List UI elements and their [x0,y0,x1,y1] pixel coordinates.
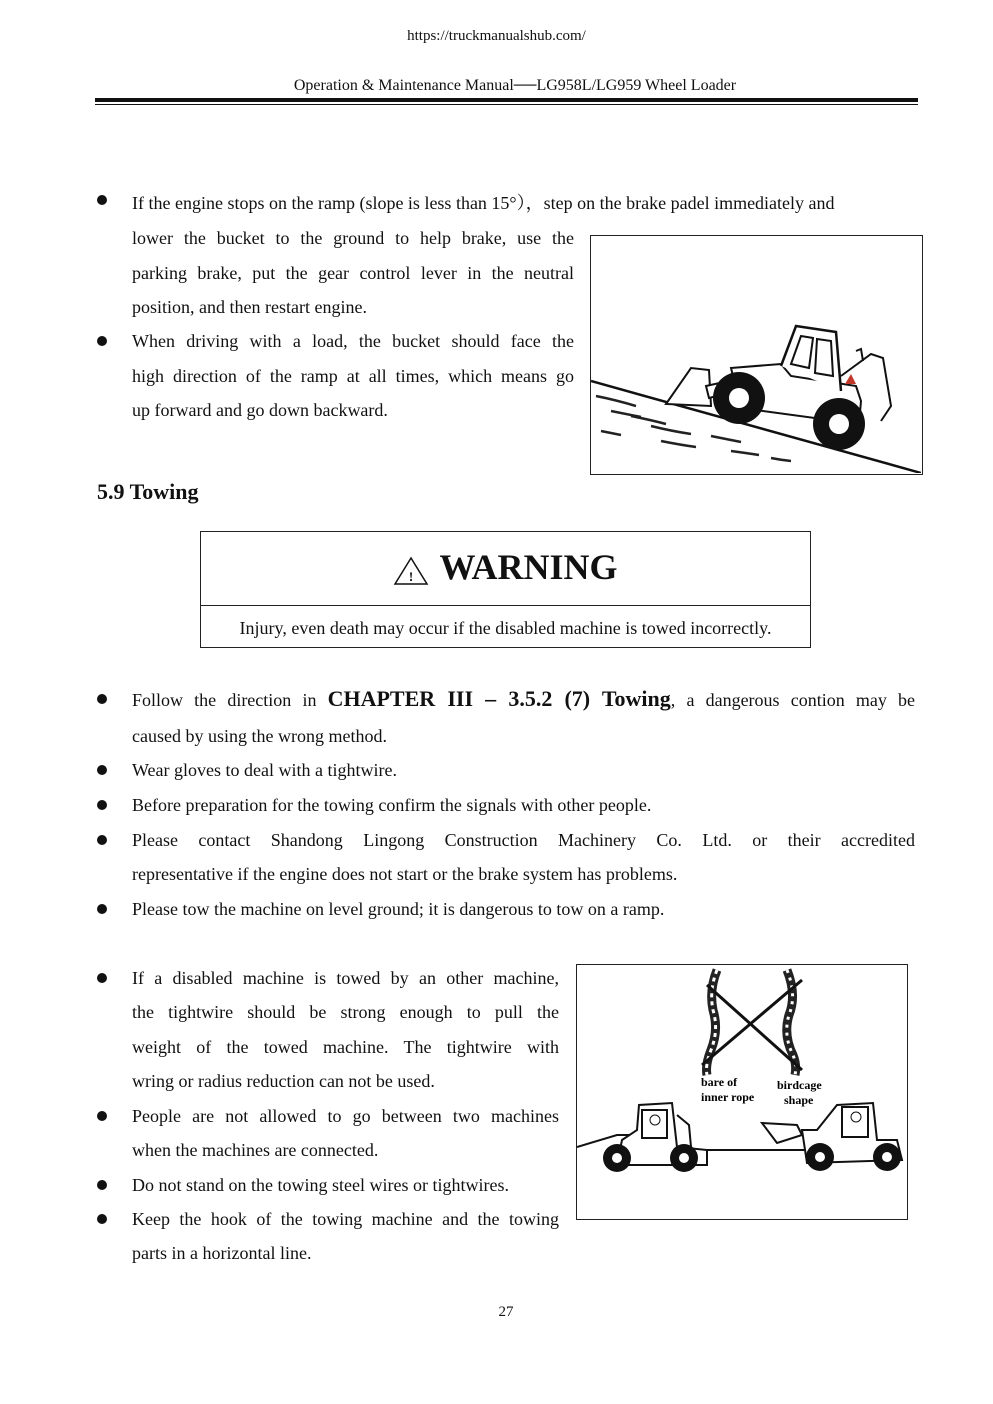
towing-bullet5: Please tow the machine on level ground; it is dangerous to tow on a ramp. [132,899,665,919]
chapter-reference: CHAPTER III – 3.5.2 (7) Towing [327,686,671,711]
towing-illustration [577,965,906,1218]
warning-box [200,531,811,648]
towing-bullet1-line1: Follow the direction in CHAPTER III – 3.5.2 (7) Towing, a dangerous contion may be [132,686,915,711]
label-shape: shape [784,1093,814,1107]
warning-text: Injury, even death may occur if the disabled machine is towed incorrectly. [239,618,772,638]
bullet-dot [97,1111,107,1121]
header-title: Operation & Maintenance Manual──LG958L/LG959 Wheel Loader [293,77,737,94]
section-heading: 5.9 Towing [97,479,199,504]
ramp-bullet1-line1: If the engine stops on the ramp (slope is less than 15°），step on the brake padel immediately and [132,193,835,213]
ramp-bullet1-line3: parking brake, put the gear control lever in the neutral [132,263,574,283]
towing-bullet7-line2: when the machines are connected. [132,1140,379,1160]
towing-bullet9-line1: Keep the hook of the towing machine and the towing [132,1209,559,1229]
towing-bullet4-line2: representative if the engine does not start or the brake system has problems. [132,864,678,884]
warning-title: WARNING [439,547,618,587]
warning-triangle-icon [393,556,429,586]
towing-bullet8: Do not stand on the towing steel wires or tightwires. [132,1175,509,1195]
bullet-dot [97,694,107,704]
header-rule-thin [95,104,918,105]
towing-bullet3: Before preparation for the towing confirm the signals with other people. [132,795,652,815]
bullet-dot [97,1180,107,1190]
warning-divider [201,605,810,606]
ramp-bullet2-line3: up forward and go down backward. [132,400,388,420]
page-number: 27 [498,1304,514,1320]
bullet-dot [97,1214,107,1224]
towing-bullet6-line4: wring or radius reduction can not be used. [132,1071,435,1091]
towing-bullet4-line1: Please contact Shandong Lingong Construction Machinery Co. Ltd. or their accredited [132,830,915,850]
ramp-bullet2-line1: When driving with a load, the bucket should face the [132,331,574,351]
ramp-bullet2-line2: high direction of the ramp at all times, which means go [132,366,574,386]
towing-bullet6-line3: weight of the towed machine. The tightwire with [132,1037,559,1057]
towing-figure [576,964,908,1220]
bullet-dot [97,904,107,914]
bullet-dot [97,195,107,205]
bullet-dot [97,765,107,775]
warning-title-row [201,546,810,588]
towing-bullet2: Wear gloves to deal with a tightwire. [132,760,397,780]
label-bare-of: bare of [701,1075,738,1089]
label-inner-rope: inner rope [701,1090,755,1104]
wheel-loader-on-ramp-illustration [591,236,921,473]
label-birdcage: birdcage [777,1078,822,1092]
bullet-dot [97,835,107,845]
ramp-bullet1-line2: lower the bucket to the ground to help brake, use the [132,228,574,248]
svg-text:!: ! [409,568,414,584]
ramp-figure [590,235,923,475]
bullet-dot [97,800,107,810]
towing-bullet1-line2: caused by using the wrong method. [132,726,387,746]
towing-bullet6-line2: the tightwire should be strong enough to pull the [132,1002,559,1022]
towing-bullet6-line1: If a disabled machine is towed by an other machine, [132,968,559,988]
header-url: https://truckmanualshub.com/ [407,28,586,44]
header-rule-thick [95,98,918,102]
bullet-dot [97,336,107,346]
bullet-dot [97,973,107,983]
towing-bullet9-line2: parts in a horizontal line. [132,1243,312,1263]
towing-bullet7-line1: People are not allowed to go between two machines [132,1106,559,1126]
ramp-bullet1-line4: position, and then restart engine. [132,297,367,317]
